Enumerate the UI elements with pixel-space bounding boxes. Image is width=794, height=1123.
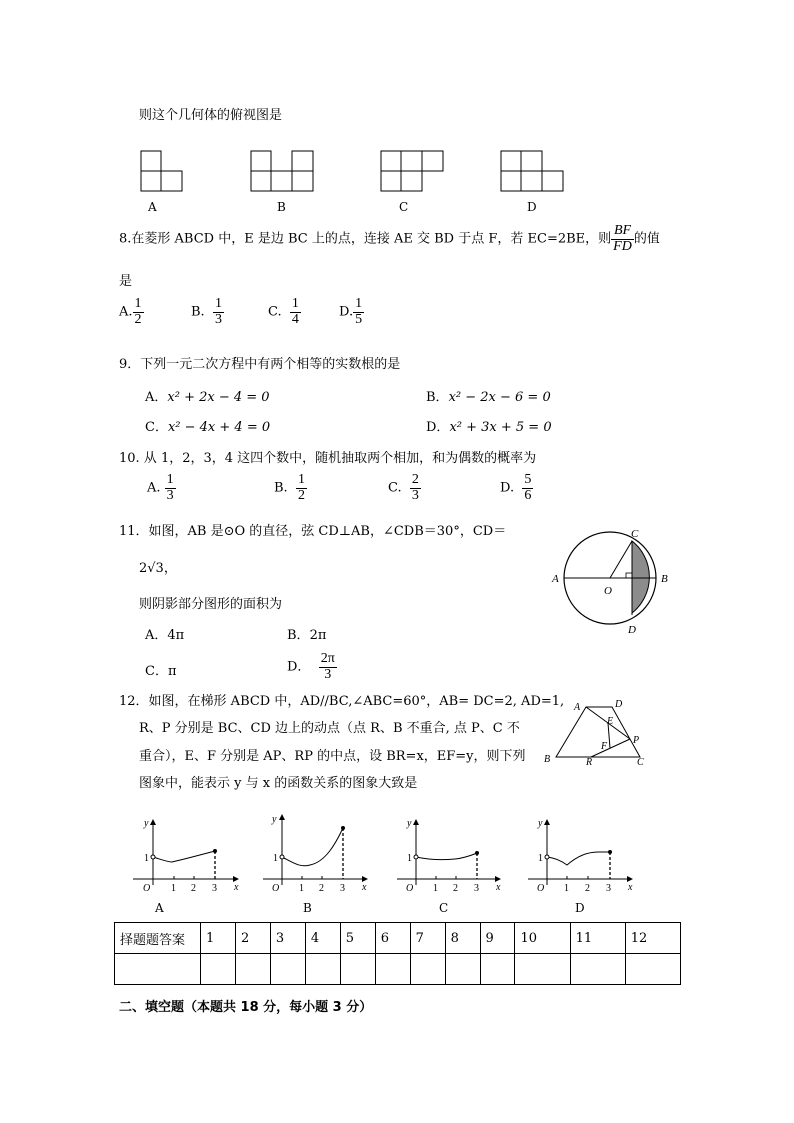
q12-graph-a-t3: 3 <box>212 883 217 894</box>
q9-a-eq: x² + 2x − 4 = 0 <box>167 390 270 405</box>
q12-graph-b-o: O <box>272 883 280 894</box>
q9-c-eq: x² − 4x + 4 = 0 <box>167 420 271 435</box>
answer-table-num-10: 10 <box>515 923 570 954</box>
q10-d-num: 5 <box>524 472 532 487</box>
q11-label-c: C <box>631 528 639 540</box>
q11-b-label: B． <box>287 628 310 643</box>
q8-option-c-label: C. <box>268 304 282 320</box>
answer-table-answer-row <box>115 954 681 985</box>
q8-frac-num: BF <box>611 224 634 240</box>
answer-table-num-9: 9 <box>480 923 515 954</box>
q11-c-value: π <box>167 664 177 679</box>
q11-label-d: D <box>628 624 636 636</box>
q8-b-den: 3 <box>214 311 222 327</box>
q8-text-wrap: 是 <box>119 274 133 289</box>
q8-c-num: 1 <box>291 296 299 311</box>
q12-graph-a <box>133 818 239 894</box>
q12-graph-d <box>528 818 633 894</box>
q12-graph-a-t2: 2 <box>191 883 196 894</box>
answer-cell[interactable] <box>270 954 305 985</box>
q12-graph-c <box>397 818 501 894</box>
answer-cell[interactable] <box>410 954 445 985</box>
answer-cell[interactable] <box>235 954 270 985</box>
q8-text-before: 8.在菱形 ABCD 中，E 是边 BC 上的点，连接 AE 交 BD 于点 F，若 EC=2BE，则 <box>119 231 612 247</box>
q11-label-a: A <box>552 573 559 585</box>
q10-c-num: 2 <box>411 472 419 487</box>
q7-label-d: D <box>527 200 537 214</box>
q11-label-b: B <box>661 573 668 585</box>
q12-graph-b-one: 1 <box>273 853 278 864</box>
q11-a-label: A． <box>145 628 168 643</box>
q9-b-eq: x² − 2x − 6 = 0 <box>448 390 551 405</box>
answer-table-num-11: 11 <box>570 923 625 954</box>
q12-graph-c-o: O <box>406 883 414 894</box>
q12-label-d: D <box>615 699 623 710</box>
q12-label-a: A <box>574 702 581 713</box>
q11-b-value: 2π <box>309 628 327 643</box>
answer-table-num-5: 5 <box>340 923 375 954</box>
q8-text-after: 的值 <box>633 231 660 247</box>
q12-label-b: B <box>544 754 551 765</box>
q12-label-e: E <box>607 716 614 727</box>
q12-line4: 图象中，能表示 y 与 x 的函数关系的图象大致是 <box>139 776 418 791</box>
answer-table <box>114 922 681 985</box>
answer-table-num-6: 6 <box>375 923 410 954</box>
answer-cell[interactable] <box>625 954 680 985</box>
q10-a-num: 1 <box>166 472 174 487</box>
q12-graph-d-t1: 1 <box>564 883 569 894</box>
q12-graph-c-one: 1 <box>407 853 412 864</box>
q8-b-num: 1 <box>214 296 222 311</box>
q11-label-o: O <box>604 585 612 597</box>
answer-cell[interactable] <box>515 954 570 985</box>
q11-line2: 2√3， <box>139 561 177 576</box>
q7-label-b: B <box>277 200 286 214</box>
q12-graph-d-o: O <box>537 883 545 894</box>
q12-graph-label-c: C <box>439 901 449 915</box>
answer-cell[interactable] <box>375 954 410 985</box>
q8-a-den: 2 <box>134 311 142 327</box>
section2-title: 二、填空题（本题共 18 分，每小题 3 分） <box>119 1000 373 1015</box>
q12-graph-b-t3: 3 <box>340 883 345 894</box>
q8-a-num: 1 <box>134 296 142 311</box>
q12-graph-b-t1: 1 <box>299 883 304 894</box>
answer-table-num-2: 2 <box>235 923 270 954</box>
q10-d-den: 6 <box>524 487 532 503</box>
q12-graph-a-y: y <box>144 818 149 829</box>
q10-a-label: A. <box>147 480 161 496</box>
q10-d-label: D. <box>500 480 515 496</box>
q10-c-den: 3 <box>411 487 419 503</box>
answer-table-num-12: 12 <box>625 923 680 954</box>
q11-d-den: 3 <box>324 666 332 682</box>
q12-graph-d-one: 1 <box>538 853 543 864</box>
answer-cell[interactable] <box>305 954 340 985</box>
q9-d-eq: x² + 3x + 5 = 0 <box>449 420 552 435</box>
q12-label-r: R <box>586 757 593 768</box>
q8-d-den: 5 <box>355 311 363 327</box>
q9-b-label: B． <box>426 390 449 405</box>
q11-a-value: 4π <box>167 628 185 643</box>
answer-table-header: 择题题答案 <box>115 923 201 954</box>
q12-graph-a-o: O <box>143 883 151 894</box>
q10-stem: 10. 从 1，2，3，4 这四个数中，随机抽取两个相加，和为偶数的概率为 <box>119 451 537 466</box>
answer-cell-header <box>115 954 201 985</box>
q8-d-num: 1 <box>355 296 363 311</box>
q12-graph-c-t3: 3 <box>474 883 479 894</box>
q11-line3: 则阴影部分图形的面积为 <box>139 597 283 612</box>
q10-a-den: 3 <box>166 487 174 503</box>
answer-table-num-3: 3 <box>270 923 305 954</box>
q12-graph-c-t1: 1 <box>433 883 438 894</box>
q9-stem: 9．下列一元二次方程中有两个相等的实数根的是 <box>119 357 401 372</box>
q10-c-label: C. <box>388 480 402 496</box>
q7-label-c: C <box>399 200 409 214</box>
answer-cell[interactable] <box>445 954 480 985</box>
q12-line3: 重合），E、F 分别是 AP、RP 的中点，设 BR=x，EF=y，则下列 <box>139 749 526 764</box>
q9-d-label: D． <box>426 420 450 435</box>
q11-d-label: D． <box>287 659 311 675</box>
q12-graph-b-x: x <box>362 882 367 893</box>
q12-graph-d-y: y <box>538 818 543 829</box>
answer-table-num-7: 7 <box>410 923 445 954</box>
q9-c-label: C． <box>145 420 168 435</box>
q8-option-b-label: B. <box>191 304 205 320</box>
q9-a-label: A． <box>145 390 168 405</box>
q11-d-num: 2π <box>320 651 335 666</box>
q12-graph-c-t2: 2 <box>453 883 458 894</box>
answer-table-num-8: 8 <box>445 923 480 954</box>
q12-graph-a-x: x <box>234 882 239 893</box>
q8-option-a-label: A. <box>119 304 133 320</box>
q11-line1: 11．如图，AB 是⊙O 的直径，弦 CD⊥AB，∠CDB＝30°，CD＝ <box>119 524 507 539</box>
q12-graph-d-t3: 3 <box>606 883 611 894</box>
q12-graph-label-b: B <box>303 901 312 915</box>
q12-line1: 12．如图，在梯形 ABCD 中，AD//BC,∠ABC=60°，AB= DC=2, AD=1, <box>119 694 565 709</box>
q7-label-a: A <box>148 200 157 214</box>
q12-graph-b <box>263 814 367 894</box>
q12-label-p: P <box>633 735 640 746</box>
q12-graph-d-x: x <box>628 882 633 893</box>
q12-graph-c-x: x <box>496 882 501 893</box>
q12-graph-label-a: A <box>155 901 164 915</box>
q12-graph-a-t1: 1 <box>171 883 176 894</box>
q12-graph-b-t2: 2 <box>319 883 324 894</box>
answer-table-header-row <box>115 923 681 954</box>
q8-option-d-label: D. <box>339 304 354 320</box>
q10-b-label: B. <box>274 480 288 496</box>
q12-graph-label-d: D <box>575 901 585 915</box>
q7-intro: 则这个几何体的俯视图是 <box>139 108 283 123</box>
q12-label-f: F <box>601 741 608 752</box>
q8-c-den: 4 <box>291 311 299 327</box>
q8-frac-den: FD <box>613 238 632 254</box>
answer-cell[interactable] <box>480 954 515 985</box>
answer-table-num-4: 4 <box>305 923 340 954</box>
q12-label-c: C <box>637 757 644 768</box>
q12-line2: R、P 分别是 BC、CD 边上的动点（点 R、B 不重合, 点 P、C 不 <box>139 721 520 736</box>
answer-cell[interactable] <box>570 954 625 985</box>
answer-cell[interactable] <box>340 954 375 985</box>
q12-graph-a-one: 1 <box>144 853 149 864</box>
answer-cell[interactable] <box>201 954 236 985</box>
q10-b-num: 1 <box>297 472 305 487</box>
q12-graph-d-t2: 2 <box>585 883 590 894</box>
q12-graph-c-y: y <box>407 818 412 829</box>
answer-table-num-1: 1 <box>201 923 236 954</box>
q12-graph-b-y: y <box>272 814 277 825</box>
q11-c-label: C． <box>145 664 168 679</box>
q10-b-den: 2 <box>297 487 305 503</box>
